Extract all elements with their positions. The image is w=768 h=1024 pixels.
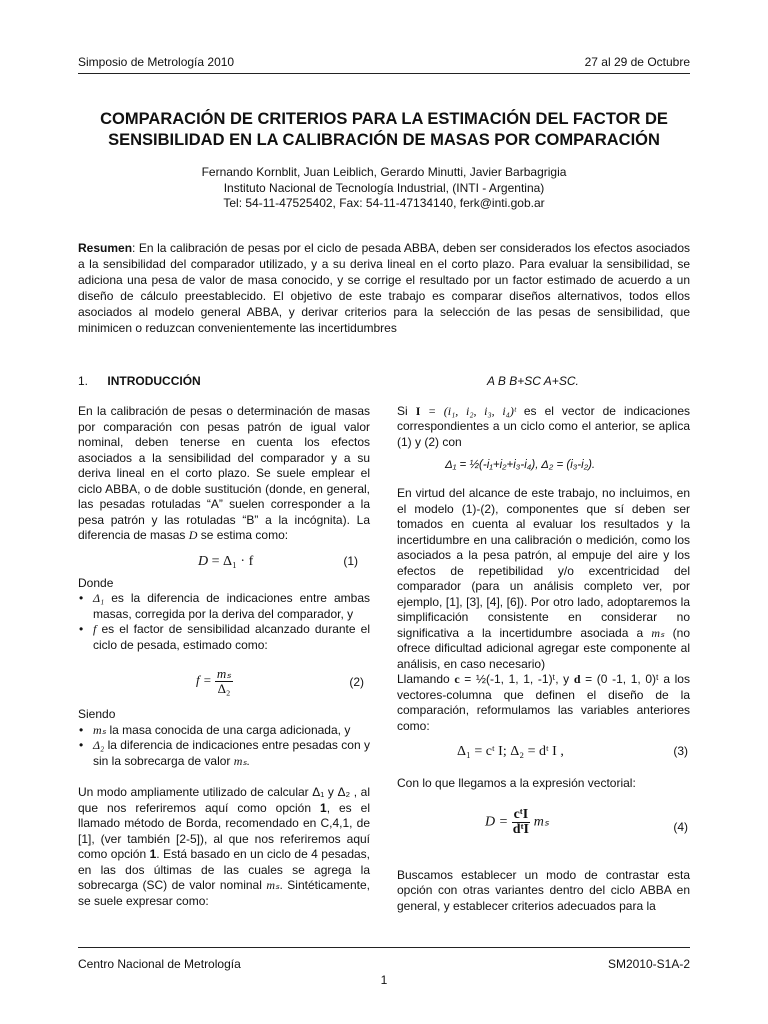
equation-deltas [397, 450, 690, 480]
running-header-left: Simposio de Metrología 2010 [78, 55, 235, 69]
equation-2 [78, 663, 370, 707]
sym-ms: mₛ [651, 625, 665, 640]
list-item-text: es el factor de sensibilidad alcanzado durante el ciclo de pesada, estimado como: [93, 622, 370, 652]
definition-list-2 [78, 723, 370, 770]
author-contact: Tel: 54-11-47525402, Fax: 54-11-47134140, ferk@inti.gob.ar [223, 196, 545, 210]
page-number: 1 [380, 973, 388, 987]
right-column [397, 374, 690, 914]
vector-I-components: = (i₁, i₂, i₃, i₄)ᵗ [420, 403, 516, 418]
vector-d: d [573, 672, 581, 686]
eq2-body [196, 667, 233, 696]
eq4-numerator: cᵗI [513, 806, 529, 822]
list-item-text: la masa conocida de una carga adicionada, y [106, 722, 351, 737]
paper-title [60, 109, 708, 151]
eq1-lhs: D [198, 553, 209, 569]
right-paragraph-3 [397, 672, 690, 734]
eq1-number: (1) [343, 553, 358, 568]
eq2-denominator: Δ₂ [217, 681, 231, 696]
sym-ms-end: mₛ. [233, 753, 250, 768]
option-number: 1 [320, 800, 327, 815]
intro-p2-c: , es el llamado método de Borda, recomendado en C,4,1, de [1], (ver también [2-5]), al que nos referiremos aquí como opción [78, 800, 370, 861]
right-paragraph-5: Buscamos establecer un modo de contrastar esta opción con otras variantes dentro del ciclo ABBA en general, y establecer criterios adecuados para la [397, 867, 690, 913]
right-p2-text: En virtud del alcance de este trabajo, no incluimos, en el modelo (1)-(2), componentes que sí deben ser tomados en cuenta al evaluar los resultados y la incertidumbre en una calibración o medición, como los asociados a la pesa patrón, al empuje del aire y los efectos de repetibilidad y/o excentricidad del comparador (para un análisis completo ver, por ejemplo, [1], [3], [4], [6]). Por otro lado, adoptaremos la simplificación consistente en considerar no significativa a la incertidumbre asociada a [397, 486, 690, 640]
eq4-number: (4) [673, 819, 688, 834]
eq2-number: (2) [349, 675, 364, 689]
eq3-number: (3) [673, 744, 688, 758]
eq4-body [485, 808, 549, 837]
equation-1 [78, 552, 370, 576]
header-rule [78, 73, 690, 74]
donde-label: Donde [78, 575, 114, 590]
equation-3 [397, 734, 690, 768]
intro-paragraph-2 [78, 785, 370, 909]
eq4-lhs: D = [485, 814, 509, 830]
eq2-fraction [215, 667, 233, 696]
footer-right: SM2010-S1A-2 [607, 957, 690, 971]
author-block [60, 165, 708, 212]
vector-c: c [454, 672, 460, 686]
intro-p2-e: . Sintéticamente, se suele expresar como: [78, 878, 370, 908]
option-number: 1 [149, 847, 157, 861]
author-names: Fernando Kornblit, Juan Leiblich, Gerardo Minutti, Javier Barbagrigia [201, 165, 567, 179]
section-number: 1. [78, 374, 89, 388]
sym-ms: mₛ [266, 878, 280, 892]
right-paragraph-4: Con lo que llegamos a la expresión vectorial: [397, 776, 636, 790]
definition-list-1 [78, 591, 370, 653]
vector-I: I [415, 403, 421, 418]
eq-deltas-text: Δ₁ = ½(-i₁+i₂+i₃-i₄), Δ₂ = (i₃-i₂). [445, 459, 596, 471]
right-paragraph-2 [397, 486, 690, 672]
intro-p2-a: Un modo ampliamente utilizado de calcular Δ₁ y Δ₂ , al que nos referiremos aquí como opción [78, 785, 370, 815]
eq4-fraction [512, 808, 531, 837]
right-p2-end: (no ofrece dificultad adicional agregar este componente al análisis, en caso necesario) [397, 625, 690, 671]
right-p1-a: Si [397, 403, 416, 418]
running-header-right: 27 al 29 de Octubre [584, 55, 690, 69]
list-item [78, 723, 370, 739]
eq1-body [198, 554, 253, 570]
abstract-text: : En la calibración de pesas por el ciclo de pesada ABBA, deben ser considerados los efectos asociados a la sensibilidad del comparador utilizado, y a su deriva lineal en el corto plazo. Para evaluar la sensibilidad, se adiciona una pesa de valor de masa conocido, y se corrige el resultado por un factor estimado de acuerdo a un diseño de cálculo preestablecido. El objetivo de este trabajo es comparar diseños alternativos, todos ellos asociados al modelo general ABBA, y derivar criterios para la selección de las pesas de sensibilidad, que minimicen o reduzcan convenientemente las incertidumbres [78, 241, 690, 335]
footer-left: Centro Nacional de Metrología [78, 957, 241, 971]
author-institution: Instituto Nacional de Tecnología Industrial, (INTI - Argentina) [223, 180, 545, 195]
intro-p2-d: . Está basado en un ciclo de 4 pesadas, en las dos últimas de las cuales se agrega la sobrecarga (SC) de valor nominal [78, 847, 371, 892]
list-item-text: es la diferencia de indicaciones entre ambas masas, corregida por la deriva del comparador, y [93, 591, 370, 621]
eq4-denominator: dᵗI [512, 821, 529, 837]
siendo-label: Siendo [78, 707, 116, 721]
eq3-body: Δ₁ = cᵗ I; Δ₂ = dᵗ I , [457, 744, 564, 759]
eq1-rhs: = Δ₁ · f [211, 553, 254, 569]
title-line-1: COMPARACIÓN DE CRITERIOS PARA LA ESTIMACIÓN DEL FACTOR DE [100, 110, 668, 128]
list-item [78, 738, 370, 769]
list-item-text: la diferencia de indicaciones entre pesadas con y sin la sobrecarga de valor [93, 738, 370, 768]
intro-p1-text: En la calibración de pesas o determinación de masas por comparación con pesas patrón de igual valor nominal, deben tenerse en cuenta los efectos asociados a la sensibilidad del comparador y a su deriva lineal en el corto plazo. Se suele emplear el ciclo ABBA, o de doble sustitución (donde, en general, las pesadas rotuladas “A” suelen corresponder a la pesa patrón y las rotuladas “B” a la incógnita). La diferencia de masas [78, 404, 370, 542]
right-p3-e: = (0 -1, 1, 0)ᵗ a los vectores-columna que definen el diseño de la comparación, reformulamos las variables anteriores como: [397, 672, 690, 733]
left-column [78, 404, 370, 909]
sym-delta2: Δ₂ [93, 738, 105, 752]
weighing-sequence: A B B+SC A+SC. [487, 374, 579, 388]
section-title: INTRODUCCIÓN [107, 374, 201, 388]
intro-paragraph-1 [78, 404, 370, 544]
footer-rule [78, 947, 690, 948]
list-item [78, 622, 370, 653]
abstract-label: Resumen [78, 241, 133, 255]
right-p1-b: es el vector de indicaciones correspondientes a un ciclo como el anterior, se aplica (1) y (2) con [397, 403, 690, 449]
eq2-lhs: f = [196, 672, 212, 688]
var-D: D [188, 528, 198, 542]
intro-p1-end: se estima como: [197, 528, 289, 542]
eq4-tail: mₛ [533, 814, 550, 830]
sym-ms: mₛ [93, 722, 107, 737]
title-line-2: SENSIBILIDAD EN LA CALIBRACIÓN DE MASAS POR COMPARACIÓN [108, 131, 660, 149]
list-item [78, 591, 370, 622]
equation-4 [397, 802, 690, 858]
sym-f: f [93, 622, 97, 636]
section-heading [78, 374, 201, 388]
abstract [78, 240, 690, 336]
right-paragraph-1 [397, 404, 690, 451]
right-p3-a: Llamando [397, 672, 455, 686]
eq2-numerator: mₛ [216, 666, 232, 681]
sym-delta1: Δ₁ [93, 591, 105, 605]
right-p3-b: = ½(-1, 1, 1, -1)ᵗ, y [459, 672, 574, 686]
